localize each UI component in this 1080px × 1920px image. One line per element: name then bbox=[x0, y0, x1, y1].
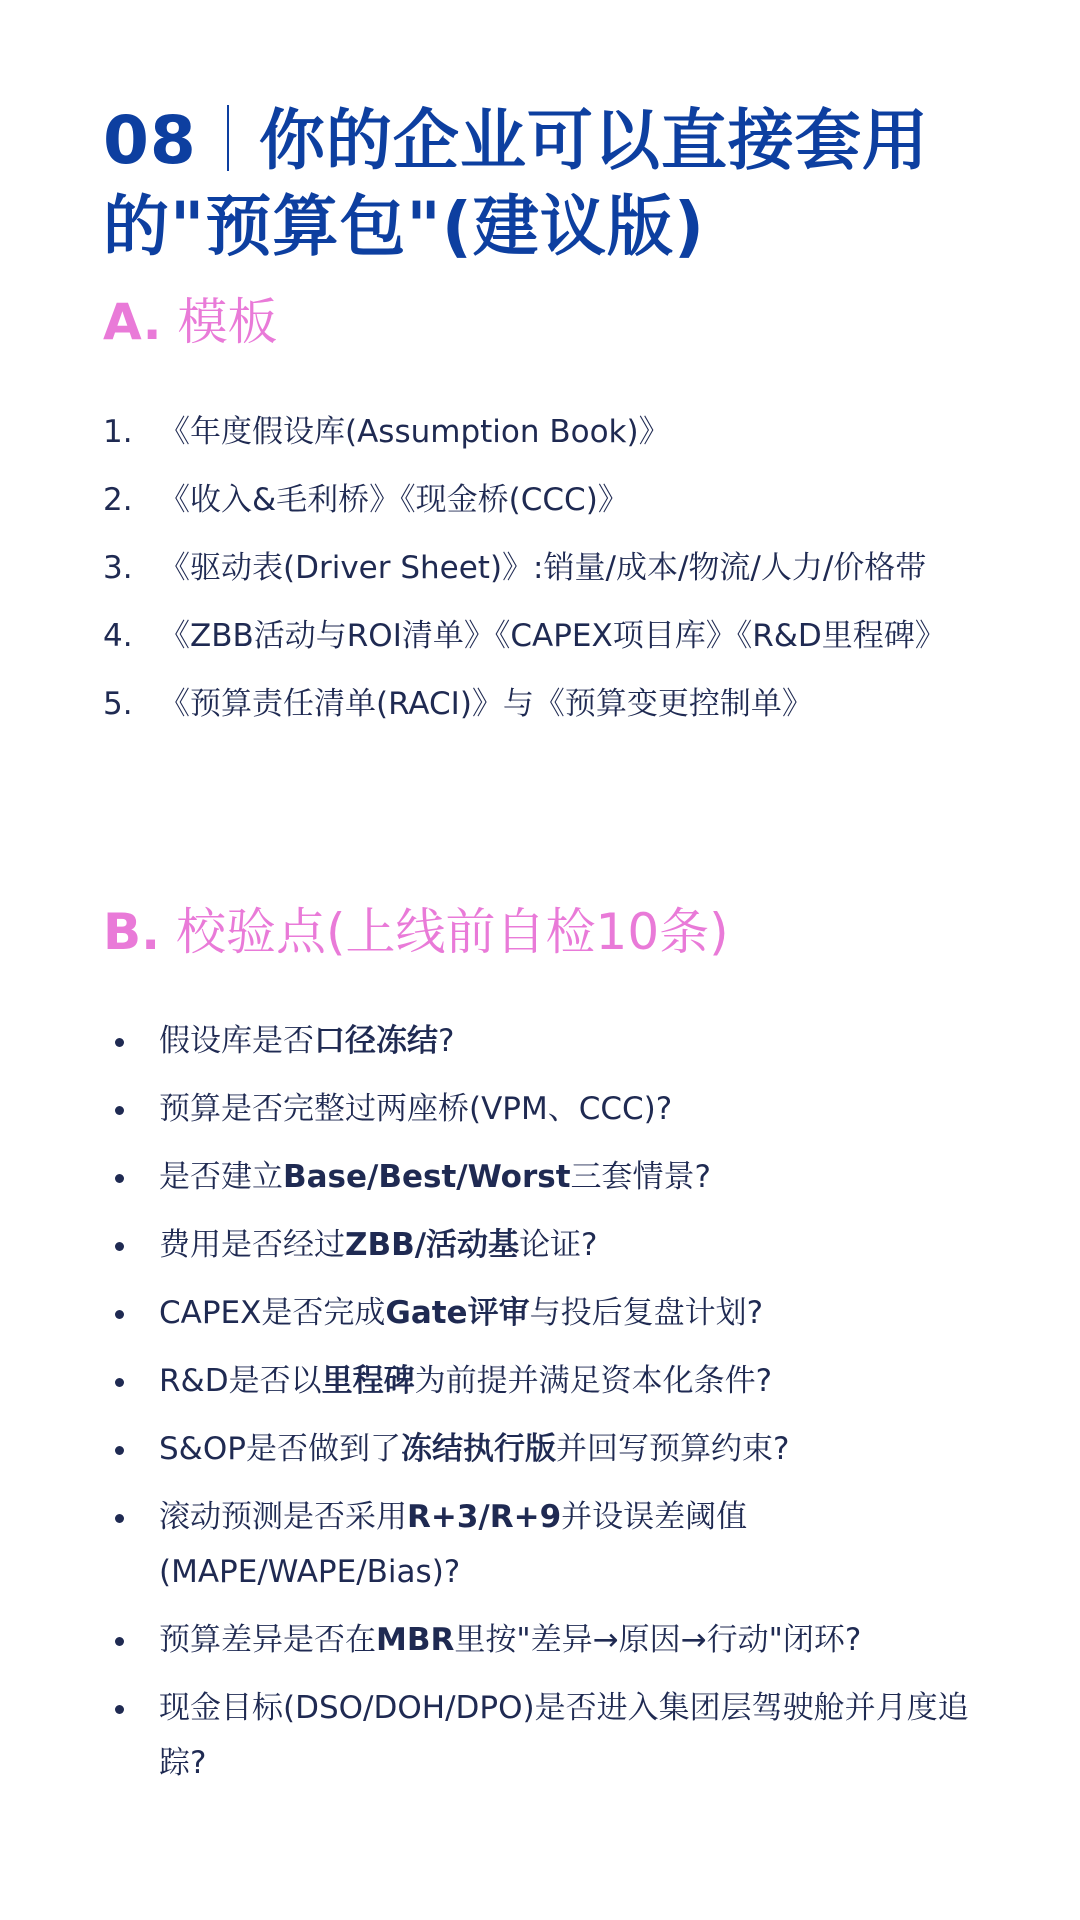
checkpoint-text: 论证? bbox=[519, 1227, 598, 1263]
checkpoint-item bbox=[103, 1286, 993, 1341]
list-item-index: 2. bbox=[103, 482, 133, 518]
list-item-index: 4. bbox=[103, 618, 133, 654]
checkpoint-text: S&OP是否做到了 bbox=[159, 1431, 401, 1467]
checkpoint-text: ? bbox=[438, 1023, 455, 1059]
title-number: 08 bbox=[103, 102, 197, 179]
checkpoint-text: 并设误差阈值(MAPE/WAPE/Bias)? bbox=[159, 1499, 748, 1590]
checkpoint-text: 并回写预算约束? bbox=[555, 1431, 790, 1467]
section-b-heading bbox=[103, 902, 729, 962]
section-b-title: 校验点(上线前自检10条) bbox=[176, 903, 729, 961]
bullet-icon bbox=[115, 1106, 124, 1115]
section-a-letter: A. bbox=[103, 293, 162, 351]
bullet-icon bbox=[115, 1038, 124, 1047]
title-text: 你的企业可以直接套用的"预算包"(建议版) bbox=[103, 102, 929, 265]
checkpoint-item bbox=[103, 1613, 993, 1668]
checkpoint-item bbox=[103, 1490, 993, 1600]
bullet-icon bbox=[115, 1310, 124, 1319]
checkpoint-text: 为前提并满足资本化条件? bbox=[414, 1363, 773, 1399]
checkpoint-text: 滚动预测是否采用 bbox=[159, 1499, 407, 1535]
list-item-text: 《ZBB活动与ROI清单》《CAPEX项目库》《R&D里程碑》 bbox=[159, 618, 946, 654]
list-item-text: 《驱动表(Driver Sheet)》:销量/成本/物流/人力/价格带 bbox=[159, 550, 927, 586]
bullet-icon bbox=[115, 1174, 124, 1183]
checkpoint-text: 与投后复盘计划? bbox=[529, 1295, 764, 1331]
checkpoint-list bbox=[103, 1014, 993, 1804]
checkpoint-item bbox=[103, 1681, 993, 1791]
bullet-icon bbox=[115, 1705, 124, 1714]
list-item bbox=[103, 473, 993, 528]
list-item bbox=[103, 405, 993, 460]
checkpoint-emphasis: ZBB/活动基 bbox=[345, 1227, 520, 1263]
checkpoint-item bbox=[103, 1354, 993, 1409]
checkpoint-text: 预算是否完整过两座桥(VPM、CCC)? bbox=[159, 1091, 673, 1127]
list-item bbox=[103, 541, 993, 596]
page-title bbox=[103, 98, 983, 270]
checkpoint-item bbox=[103, 1014, 993, 1069]
list-item-text: 《年度假设库(Assumption Book)》 bbox=[159, 414, 670, 450]
checkpoint-item bbox=[103, 1218, 993, 1273]
list-item bbox=[103, 677, 993, 732]
list-item-index: 1. bbox=[103, 414, 133, 450]
list-item bbox=[103, 609, 993, 664]
checkpoint-emphasis: R+3/R+9 bbox=[407, 1499, 562, 1535]
list-item-index: 3. bbox=[103, 550, 133, 586]
section-a-title: 模板 bbox=[177, 293, 278, 351]
checkpoint-text: 是否建立 bbox=[159, 1159, 283, 1195]
section-a-heading bbox=[103, 292, 278, 352]
checkpoint-item bbox=[103, 1422, 993, 1477]
list-item-text: 《预算责任清单(RACI)》与《预算变更控制单》 bbox=[159, 686, 813, 722]
checkpoint-emphasis: MBR bbox=[376, 1622, 455, 1658]
checkpoint-text: CAPEX是否完成 bbox=[159, 1295, 386, 1331]
template-list bbox=[103, 405, 993, 745]
checkpoint-text: 费用是否经过 bbox=[159, 1227, 345, 1263]
checkpoint-text: 现金目标(DSO/DOH/DPO)是否进入集团层驾驶舱并月度追踪? bbox=[159, 1690, 969, 1781]
list-item-text: 《收入&毛利桥》《现金桥(CCC)》 bbox=[159, 482, 629, 518]
section-b-letter: B. bbox=[103, 903, 161, 961]
checkpoint-text: 假设库是否 bbox=[159, 1023, 314, 1059]
checkpoint-item bbox=[103, 1150, 993, 1205]
bullet-icon bbox=[115, 1378, 124, 1387]
bullet-icon bbox=[115, 1446, 124, 1455]
checkpoint-emphasis: 冻结执行版 bbox=[400, 1431, 556, 1467]
checkpoint-emphasis: Base/Best/Worst bbox=[283, 1159, 571, 1195]
bullet-icon bbox=[115, 1637, 124, 1646]
list-item-index: 5. bbox=[103, 686, 133, 722]
checkpoint-text: 预算差异是否在 bbox=[159, 1622, 376, 1658]
checkpoint-text: R&D是否以 bbox=[159, 1363, 322, 1399]
checkpoint-text: 三套情景? bbox=[570, 1159, 712, 1195]
checkpoint-emphasis: Gate评审 bbox=[385, 1295, 530, 1331]
title-separator bbox=[227, 105, 229, 171]
bullet-icon bbox=[115, 1514, 124, 1523]
bullet-icon bbox=[115, 1242, 124, 1251]
checkpoint-emphasis: 里程碑 bbox=[321, 1363, 415, 1399]
checkpoint-item bbox=[103, 1082, 993, 1137]
checkpoint-emphasis: 口径冻结 bbox=[314, 1023, 438, 1059]
checkpoint-text: 里按"差异→原因→行动"闭环? bbox=[454, 1622, 862, 1658]
